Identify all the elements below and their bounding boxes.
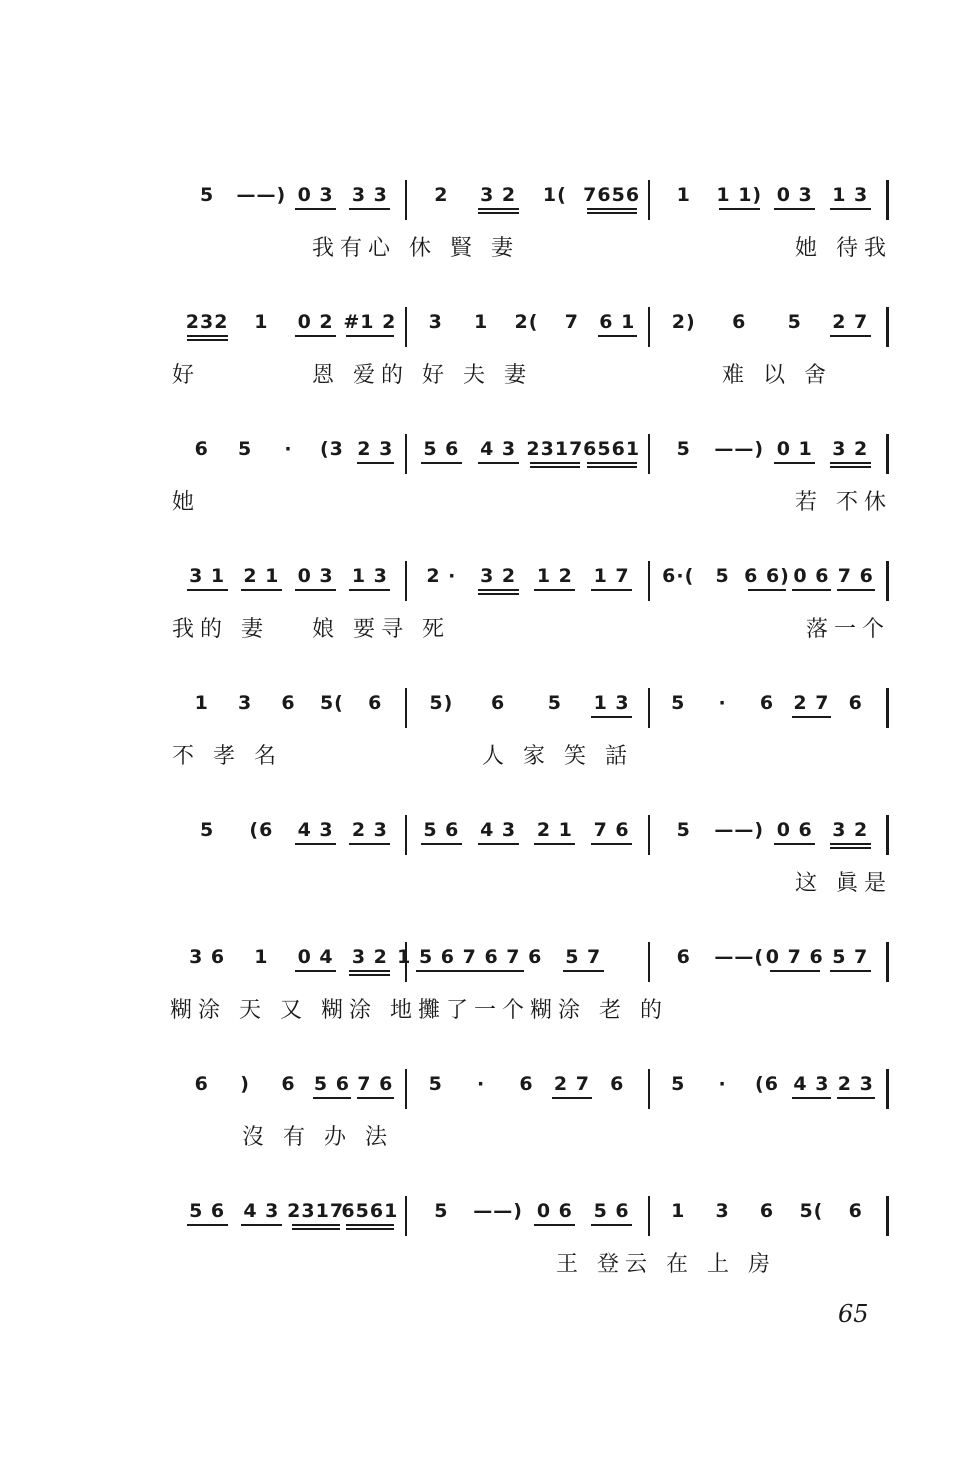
- barline: [405, 434, 407, 474]
- note: 1: [254, 311, 269, 333]
- note: 0 7 6: [765, 946, 824, 968]
- note: 0 6: [776, 819, 813, 841]
- note: 2 7: [832, 311, 869, 333]
- lyric-line: 我有心 休 賢 妻: [312, 236, 519, 261]
- eighth-beam: [792, 716, 830, 718]
- eighth-beam: [530, 462, 580, 464]
- lyric-line: 这 眞是: [795, 871, 892, 896]
- note: ——): [236, 184, 287, 206]
- barline: [886, 815, 889, 855]
- eighth-beam: [295, 589, 336, 591]
- note: 7 6: [837, 565, 874, 587]
- eighth-beam: [241, 1224, 282, 1226]
- note: 2 1: [243, 565, 280, 587]
- note: 6 6): [744, 565, 790, 587]
- eighth-beam: [792, 1097, 830, 1099]
- note: 5 6: [423, 438, 460, 460]
- eighth-beam: [349, 843, 390, 845]
- barline: [405, 688, 407, 728]
- note: 6: [676, 946, 691, 968]
- note: ·: [476, 1073, 486, 1095]
- barline: [405, 1069, 407, 1109]
- sixteenth-beam: [587, 212, 637, 214]
- barline: [648, 434, 650, 474]
- note: 0 1: [776, 438, 813, 460]
- lyric-line: 落一个: [806, 617, 891, 642]
- eighth-beam: [357, 1097, 394, 1099]
- note: 2 3: [357, 438, 394, 460]
- eighth-beam: [241, 589, 282, 591]
- note: 1 7: [593, 565, 630, 587]
- note: 1 3: [593, 692, 630, 714]
- barline: [886, 561, 889, 601]
- note: 6: [848, 1200, 863, 1222]
- note: 6: [732, 311, 747, 333]
- barline: [648, 815, 650, 855]
- note: 232: [185, 311, 229, 333]
- note: 6561: [583, 438, 641, 460]
- page-number: 65: [838, 1300, 869, 1328]
- note: 5: [715, 565, 730, 587]
- eighth-beam: [830, 335, 871, 337]
- note: 5: [200, 184, 215, 206]
- sixteenth-beam: [478, 212, 519, 214]
- note: 5(: [319, 692, 344, 714]
- note: 2 3: [351, 819, 388, 841]
- lyric-line: 难 以 舍: [722, 363, 832, 388]
- note: 3 2: [351, 946, 388, 968]
- note: (6: [755, 1073, 779, 1095]
- eighth-beam: [830, 462, 871, 464]
- barline: [648, 1196, 650, 1236]
- note: 4 3: [793, 1073, 830, 1095]
- eighth-beam: [187, 335, 228, 337]
- note: 1 3: [351, 565, 388, 587]
- note: 1: [473, 311, 489, 333]
- barline: [405, 815, 407, 855]
- sixteenth-beam: [349, 974, 390, 976]
- eighth-beam: [295, 335, 336, 337]
- note: 7: [564, 311, 580, 333]
- note: 5 6: [423, 819, 460, 841]
- note: ): [240, 1073, 250, 1095]
- note: 3: [237, 692, 253, 714]
- barline: [886, 942, 889, 982]
- sixteenth-beam: [587, 466, 637, 468]
- sixteenth-beam: [346, 1228, 394, 1230]
- note: 6561: [341, 1200, 399, 1222]
- lyric-line: 不 孝 名: [172, 744, 282, 769]
- eighth-beam: [313, 1097, 350, 1099]
- barline: [405, 180, 407, 220]
- note: 2 ·: [426, 565, 457, 587]
- score-system: [0, 807, 974, 927]
- eighth-beam: [563, 970, 604, 972]
- barline: [886, 688, 889, 728]
- note: 4 3: [480, 438, 517, 460]
- note: 1: [676, 184, 691, 206]
- note: 6 1: [599, 311, 636, 333]
- eighth-beam: [591, 589, 632, 591]
- eighth-beam: [748, 589, 786, 591]
- lyric-line: 娘 要寻 死: [312, 617, 450, 642]
- note: 3 2: [480, 184, 517, 206]
- note: 6: [491, 692, 506, 714]
- score-system: [0, 934, 974, 1054]
- note: 5(: [799, 1200, 824, 1222]
- eighth-beam: [349, 970, 390, 972]
- note: 1(: [542, 184, 567, 206]
- note: 6: [519, 1073, 534, 1095]
- score-system: [0, 426, 974, 546]
- eighth-beam: [598, 335, 637, 337]
- lyric-line: 恩 爱的 好 夫 妻: [312, 363, 532, 388]
- eighth-beam: [830, 208, 871, 210]
- note: 5: [676, 819, 691, 841]
- eighth-beam: [774, 843, 815, 845]
- note: 0 2: [297, 311, 334, 333]
- note: 7 6: [357, 1073, 394, 1095]
- eighth-beam: [792, 589, 830, 591]
- note: 0 6: [793, 565, 830, 587]
- note: 3 2: [832, 819, 869, 841]
- note: 2 7: [793, 692, 830, 714]
- eighth-beam: [478, 843, 519, 845]
- note: 1 1): [716, 184, 763, 206]
- note: 6: [848, 692, 863, 714]
- note: ——): [714, 438, 765, 460]
- note: 3 2: [480, 565, 517, 587]
- eighth-beam: [349, 589, 390, 591]
- note: 5: [671, 692, 686, 714]
- barline: [405, 1196, 407, 1236]
- eighth-beam: [837, 589, 875, 591]
- eighth-beam: [534, 589, 575, 591]
- note: 5 7: [832, 946, 869, 968]
- note: 3 3: [351, 184, 388, 206]
- note: 2317: [287, 1200, 345, 1222]
- eighth-beam: [830, 843, 871, 845]
- eighth-beam: [552, 1097, 591, 1099]
- eighth-beam: [478, 589, 519, 591]
- note: ——): [714, 819, 765, 841]
- note: 5 6: [189, 1200, 226, 1222]
- note: 3 2: [832, 438, 869, 460]
- note: 7656: [583, 184, 641, 206]
- eighth-beam: [295, 970, 336, 972]
- eighth-beam: [349, 208, 390, 210]
- eighth-beam: [774, 208, 815, 210]
- note: 6: [194, 438, 209, 460]
- eighth-beam: [719, 208, 760, 210]
- note: 5: [547, 692, 562, 714]
- sixteenth-beam: [292, 1228, 340, 1230]
- eighth-beam: [357, 462, 394, 464]
- eighth-beam: [346, 1224, 394, 1226]
- eighth-beam: [774, 462, 815, 464]
- note: 6: [368, 692, 383, 714]
- note: #1 2: [343, 311, 397, 333]
- note: 2: [434, 184, 449, 206]
- note: 1 3: [832, 184, 869, 206]
- note: (3: [319, 438, 344, 460]
- sixteenth-beam: [478, 593, 519, 595]
- note: 5: [671, 1073, 686, 1095]
- note: 0 6: [536, 1200, 573, 1222]
- lyric-line: 王 登云 在 上 房: [556, 1252, 776, 1277]
- barline: [886, 180, 889, 220]
- eighth-beam: [837, 1097, 875, 1099]
- lyric-line: 沒 有 办 法: [242, 1125, 393, 1150]
- eighth-beam: [534, 1224, 575, 1226]
- note: ——(: [714, 946, 765, 968]
- eighth-beam: [295, 208, 336, 210]
- lyric-line: 她: [172, 490, 201, 515]
- eighth-beam: [295, 843, 336, 845]
- lyric-line: 好: [172, 363, 201, 388]
- note: 2 3: [837, 1073, 874, 1095]
- score-system: [0, 680, 974, 800]
- note: 4 3: [243, 1200, 280, 1222]
- sixteenth-beam: [187, 339, 228, 341]
- sixteenth-beam: [530, 466, 580, 468]
- note: ·: [718, 692, 727, 714]
- eighth-beam: [421, 843, 462, 845]
- note: 2 7: [553, 1073, 590, 1095]
- eighth-beam: [587, 462, 637, 464]
- eighth-beam: [591, 843, 632, 845]
- note: 2 1: [536, 819, 573, 841]
- note: 6: [759, 692, 775, 714]
- note: 3 6: [189, 946, 226, 968]
- eighth-beam: [587, 208, 637, 210]
- note: 5: [237, 438, 253, 460]
- lyric-line: 人 家 笑 話: [482, 744, 633, 769]
- eighth-beam: [421, 462, 462, 464]
- barline: [648, 180, 650, 220]
- note: 5 6: [313, 1073, 350, 1095]
- note: 6: [759, 1200, 775, 1222]
- lyric-line: 糊涂 天 又 糊涂 地攤了一个糊涂 老 的: [170, 998, 668, 1023]
- score-system: [0, 553, 974, 673]
- eighth-beam: [292, 1224, 340, 1226]
- note: 5): [429, 692, 454, 714]
- eighth-beam: [770, 970, 820, 972]
- note: 3: [715, 1200, 730, 1222]
- lyric-line: 我的 妻: [172, 617, 269, 642]
- note: 4 3: [297, 819, 334, 841]
- note: (6: [249, 819, 274, 841]
- note: 2317: [526, 438, 584, 460]
- note: 0 4: [297, 946, 334, 968]
- barline: [648, 688, 650, 728]
- note: 1: [194, 692, 209, 714]
- score-system: [0, 1061, 974, 1181]
- eighth-beam: [591, 716, 632, 718]
- eighth-beam: [591, 1224, 632, 1226]
- note: 6: [610, 1073, 625, 1095]
- barline: [405, 307, 407, 347]
- note: ——): [473, 1200, 523, 1222]
- note: 5: [676, 438, 691, 460]
- barline: [648, 307, 650, 347]
- note: 5: [200, 819, 215, 841]
- eighth-beam: [187, 1224, 228, 1226]
- barline: [405, 561, 407, 601]
- score-system: [0, 1188, 974, 1308]
- score-system: [0, 299, 974, 419]
- note: 1: [254, 946, 269, 968]
- sixteenth-beam: [830, 847, 871, 849]
- note: 5: [434, 1200, 449, 1222]
- note: 3 1: [189, 565, 226, 587]
- note: 6: [281, 692, 296, 714]
- eighth-beam: [187, 589, 228, 591]
- eighth-beam: [830, 970, 871, 972]
- note: 5 7: [565, 946, 602, 968]
- barline: [886, 1069, 889, 1109]
- note: 1 2: [536, 565, 573, 587]
- note: 5 6: [593, 1200, 630, 1222]
- barline: [648, 1069, 650, 1109]
- eighth-beam: [478, 208, 519, 210]
- note: 6: [281, 1073, 296, 1095]
- note: 2): [671, 311, 696, 333]
- barline: [886, 307, 889, 347]
- score-system: [0, 172, 974, 292]
- eighth-beam: [416, 970, 524, 972]
- eighth-beam: [346, 335, 394, 337]
- note: 2(: [514, 311, 539, 333]
- barline: [886, 434, 889, 474]
- note: 4 3: [480, 819, 517, 841]
- note: 6·(: [662, 565, 695, 587]
- note: 7 6: [593, 819, 630, 841]
- note: 0 3: [297, 184, 334, 206]
- note: 5: [787, 311, 802, 333]
- sixteenth-beam: [830, 466, 871, 468]
- barline: [886, 1196, 889, 1236]
- note: 6: [194, 1073, 209, 1095]
- eighth-beam: [534, 843, 575, 845]
- lyric-line: 她 待我: [795, 236, 892, 261]
- note: 3: [428, 311, 443, 333]
- barline: [648, 942, 650, 982]
- lyric-line: 若 不休: [795, 490, 892, 515]
- note: 1 5 6 7 6 7 6: [397, 946, 543, 968]
- note: ·: [718, 1073, 727, 1095]
- note: 0 3: [297, 565, 334, 587]
- eighth-beam: [478, 462, 519, 464]
- note: 5: [428, 1073, 443, 1095]
- note: ·: [284, 438, 293, 460]
- note: 1: [671, 1200, 686, 1222]
- barline: [648, 561, 650, 601]
- note: 0 3: [776, 184, 813, 206]
